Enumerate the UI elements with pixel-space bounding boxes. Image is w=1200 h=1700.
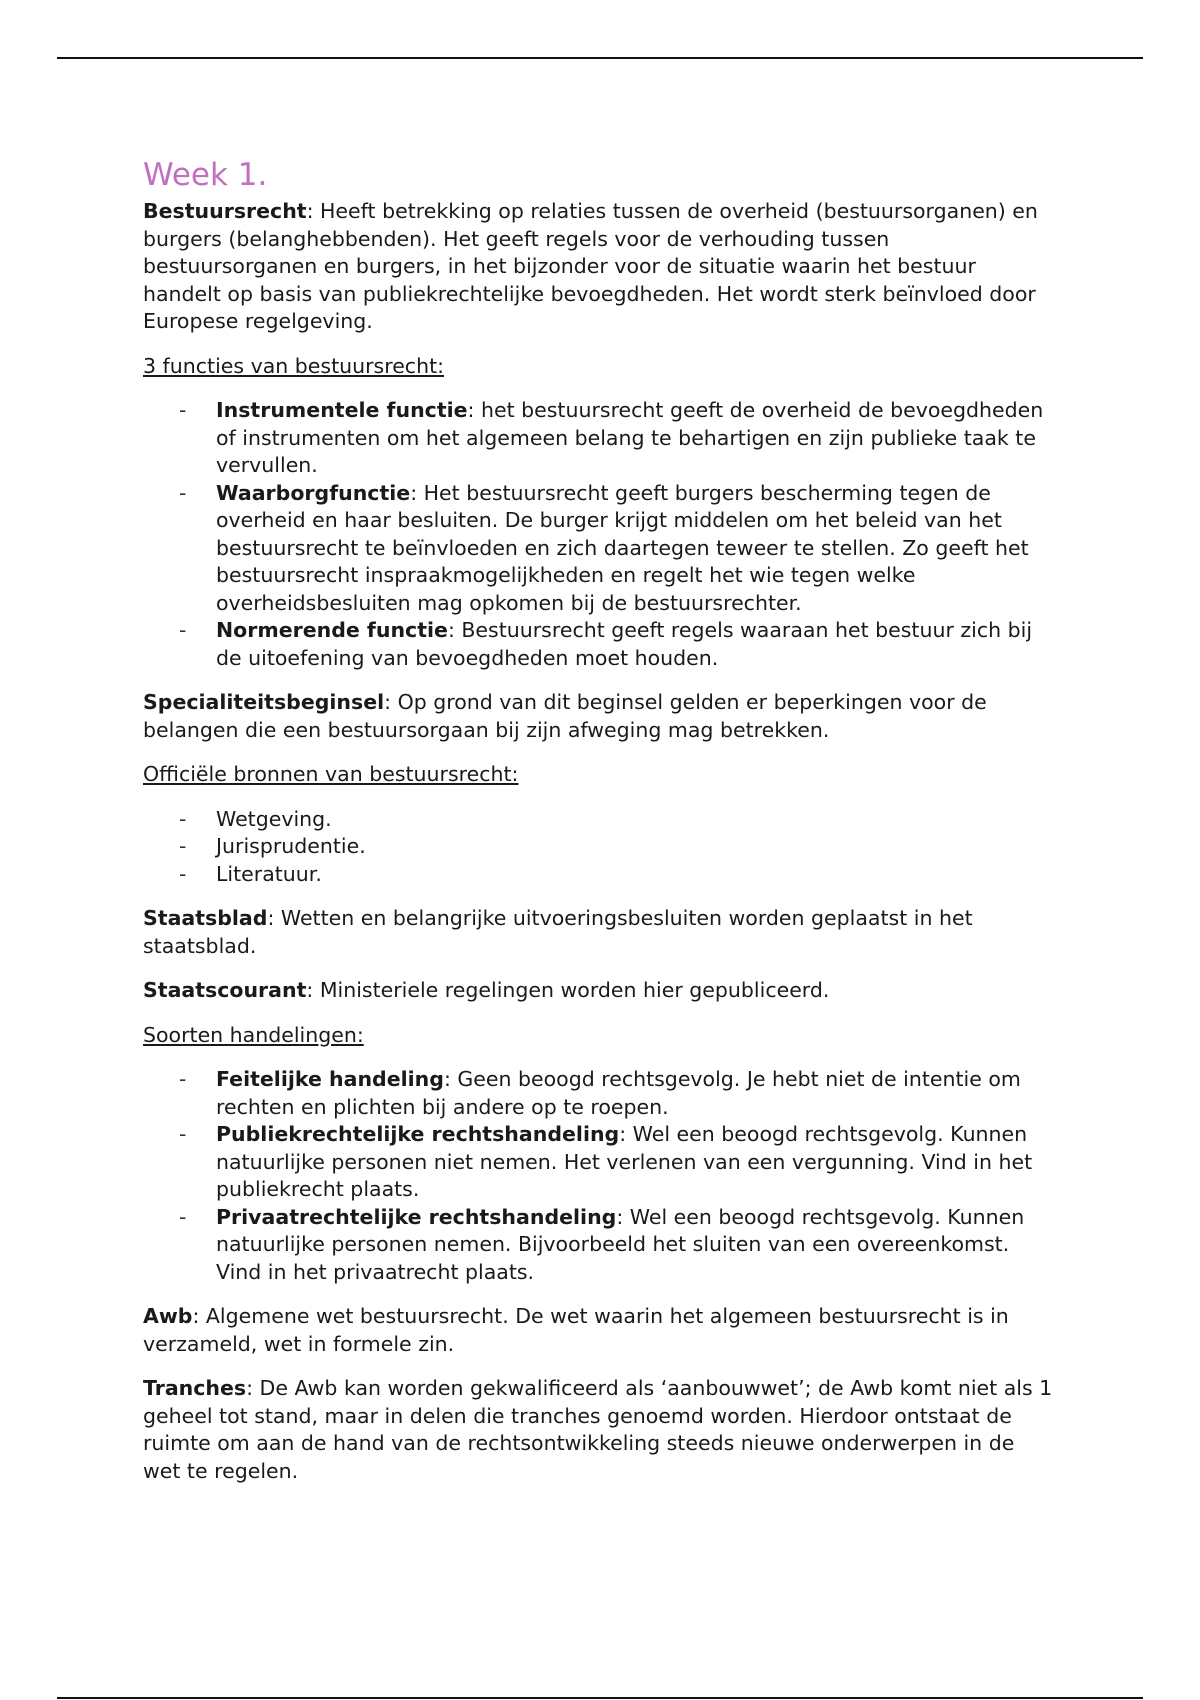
header-rule — [57, 57, 1143, 59]
list-item-text: Wetgeving. — [216, 806, 332, 831]
definition-staatsblad: : Wetten en belangrijke uitvoeringsbesluiten worden geplaatst in het staatsblad. — [143, 906, 973, 958]
list-handelingen — [143, 1066, 1055, 1286]
dash-bullet: - — [179, 618, 187, 642]
dash-bullet: - — [179, 1122, 187, 1146]
list-item-text: : Het bestuursrecht geeft burgers bescherming tegen de overheid en haar besluiten. De burger krijgt middelen om het beleid van het bestuursrecht te beïnvloeden en zich daartegen teweer te stellen. Zo geeft het bestuursrecht inspraakmogelijkheden en regelt het wie tegen welke overheidsbesluiten mag opkomen bij de bestuursrechter. — [216, 480, 1029, 615]
definition-staatscourant: : Ministeriele regelingen worden hier gepubliceerd. — [306, 978, 830, 1002]
paragraph-staatsblad — [143, 905, 1055, 960]
paragraph-specialiteitsbeginsel — [143, 689, 1055, 744]
list-item-text: Jurisprudentie. — [216, 834, 366, 858]
document-body — [143, 155, 1055, 1502]
list-item-term: Privaatrechtelijke rechtshandeling — [216, 1204, 617, 1229]
paragraph-tranches — [143, 1375, 1055, 1485]
list-item — [143, 1121, 1055, 1204]
list-item — [143, 806, 1055, 834]
definition-awb: : Algemene wet bestuursrecht. De wet waarin het algemeen bestuursrecht is in verzameld, wet in formele zin. — [143, 1304, 1009, 1356]
list-item — [143, 480, 1055, 618]
list-item — [143, 833, 1055, 861]
list-functies — [143, 397, 1055, 672]
term-staatscourant: Staatscourant — [143, 978, 307, 1002]
list-item-text: Literatuur. — [216, 861, 322, 886]
list-item-text: : Wel een beoogd rechtsgevolg. Kunnen natuurlijke personen niet nemen. Het verlenen van een vergunning. Vind in het publiekrecht plaats. — [216, 1122, 1033, 1201]
term-specialiteitsbeginsel: Specialiteitsbeginsel — [143, 690, 385, 714]
list-item-term: Waarborgfunctie — [216, 480, 411, 505]
list-item — [143, 617, 1055, 672]
list-item — [143, 397, 1055, 480]
list-item — [143, 861, 1055, 889]
list-item-text: : Geen beoogd rechtsgevolg. Je hebt niet de intentie om rechten en plichten bij andere op te roepen. — [216, 1067, 1021, 1119]
dash-bullet: - — [179, 861, 187, 886]
heading-bronnen: Officiële bronnen van bestuursrecht: — [143, 762, 519, 786]
list-item-term: Instrumentele functie — [216, 398, 468, 422]
list-item-term: Normerende functie — [216, 618, 448, 642]
list-item-term: Publiekrechtelijke rechtshandeling — [216, 1122, 620, 1146]
paragraph-staatscourant — [143, 977, 1055, 1005]
paragraph-bestuursrecht — [143, 198, 1055, 336]
page-title: Week 1. — [143, 157, 268, 193]
dash-bullet: - — [179, 834, 187, 858]
heading-functies: 3 functies van bestuursrecht: — [143, 353, 445, 378]
dash-bullet: - — [179, 1067, 187, 1091]
list-item-text: : het bestuursrecht geeft de overheid de bevoegdheden of instrumenten om het algemeen belang te behartigen en zijn publieke taak te vervullen. — [216, 398, 1044, 477]
list-item-text: : Bestuursrecht geeft regels waaraan het bestuur zich bij de uitoefening van bevoegdheden moet houden. — [216, 618, 1033, 670]
list-item — [143, 1066, 1055, 1121]
paragraph-awb — [143, 1303, 1055, 1358]
dash-bullet: - — [179, 806, 187, 831]
list-bronnen — [143, 806, 1055, 889]
term-tranches: Tranches — [143, 1376, 247, 1400]
heading-handelingen: Soorten handelingen: — [143, 1022, 364, 1047]
term-awb: Awb — [143, 1304, 193, 1328]
list-item-text: : Wel een beoogd rechtsgevolg. Kunnen natuurlijke personen nemen. Bijvoorbeeld het sluiten van een overeenkomst. Vind in het privaatrecht plaats. — [216, 1204, 1025, 1284]
definition-bestuursrecht: : Heeft betrekking op relaties tussen de overheid (bestuursorganen) en burgers (belanghebbenden). Het geeft regels voor de verhouding tussen bestuursorganen en burgers, in het bijzonder voor de situatie waarin het bestuur handelt op basis van publiekrechtelijke bevoegdheden. Het wordt sterk beïnvloed door Europese regelgeving. — [143, 199, 1038, 333]
dash-bullet: - — [179, 1204, 187, 1229]
term-bestuursrecht: Bestuursrecht — [143, 199, 307, 223]
dash-bullet: - — [179, 480, 187, 505]
list-item-term: Feitelijke handeling — [216, 1067, 444, 1091]
footer-rule — [57, 1697, 1143, 1699]
list-item — [143, 1204, 1055, 1287]
definition-specialiteitsbeginsel: : Op grond van dit beginsel gelden er beperkingen voor de belangen die een bestuursorgaan bij zijn afweging mag betrekken. — [143, 690, 987, 742]
definition-tranches: : De Awb kan worden gekwalificeerd als ‘aanbouwwet’; de Awb komt niet als 1 geheel tot stand, maar in delen die tranches genoemd worden. Hierdoor ontstaat de ruimte om aan de hand van de rechtsontwikkeling steeds nieuwe onderwerpen in de wet te regelen. — [143, 1376, 1053, 1483]
dash-bullet: - — [179, 398, 187, 422]
term-staatsblad: Staatsblad — [143, 906, 268, 930]
